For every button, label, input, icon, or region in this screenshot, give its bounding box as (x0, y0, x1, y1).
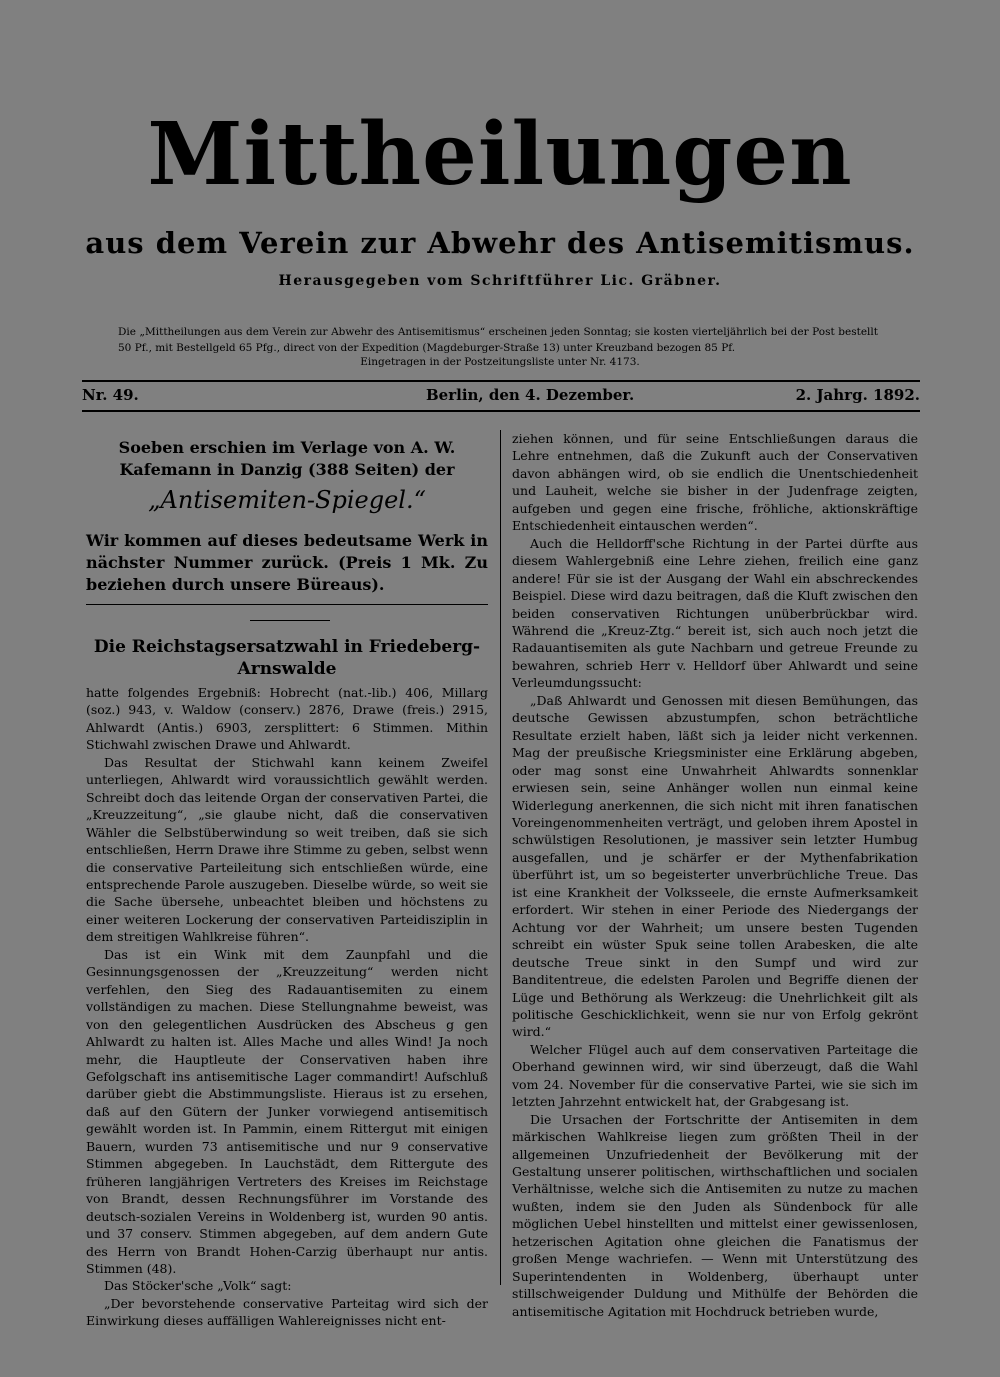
article-paragraph: Welcher Flügel auch auf dem conservativen Parteitage die Oberhand gewinnen wird, wir sind überzeugt, daß die Wahl vom 24. November für die conservative Partei, wie sie sich im letzten Jahrzehnt entwickelt hat, der Grabgesang ist. (512, 1041, 918, 1110)
subscription-notice: Die „Mittheilungen aus dem Verein zur Abwehr des Antisemitismus“ erscheinen jeden Sonntag; sie kosten vierteljährlich bei der Post bestellt 50 Pf., mit Bestellgeld 65 Pfg., direct von der Expedition (Magdeburger-Straße 13) unter Kreuzband bezogen 85 Pf. (118, 326, 878, 354)
article-paragraph: hatte folgendes Ergebniß: Hobrecht (nat.-lib.) 406, Millarg (soz.) 943, v. Waldow (conserv.) 2876, Drawe (freis.) 2915, Ahlwardt (Antis.) 6903, zersplittert: 6 Stimmen. Mithin Stichwahl zwischen Drawe und Ahlwardt. (86, 685, 488, 753)
ad-note: Wir kommen auf dieses bedeutsame Werk in nächster Nummer zurück. (Preis 1 Mk. Zu beziehen durch unsere Büreaus). (86, 531, 488, 594)
article-paragraph: „Daß Ahlwardt und Genossen mit diesen Bemühungen, das deutsche Gewissen abzustumpfen, schon beträchtliche Resultate erzielt haben, läßt sich ja leider nicht verkennen. Mag der preußische Kriegsminister eine Erklärung abgeben, oder mag sonst eine Unwahrheit Ahlwardts sonnenklar erwiesen sein, seine Anhänger wollen nun einmal keine Widerlegung anerkennen, die sich nicht mit ihren fanatischen Voreingenommenheiten verträgt, und geloben ihrem Apostel in schwülstigen Resolutionen, je massiver sein letzter Humbug ausgefallen, und je schärfer er der Mythenfabrikation überführt ist, um so begeisterter unverbrüchliche Treue. Das ist eine Krankheit der Volksseele, die ernste Aufmerksamkeit erfordert. Wir stehen in einer Periode des Niedergangs der Achtung vor der Wahrheit; um unsere besten Tugenden schreibt ein wüster Spuk seine tollen Arabesken, die alte deutsche Treue sinkt in den Sumpf und wird zur Banditentreue, die edelsten Parolen und Begriffe dienen der Lüge und Bethörung als Werkzeug: die Unehrlichkeit gilt als politische Geschicklichkeit, wenn sie nur von Erfolg gekrönt wird.“ (512, 692, 918, 1040)
article-right-column (512, 430, 918, 1320)
ad-rule (86, 604, 488, 605)
ad-book-title: „Antisemiten-Spiegel.“ (148, 486, 426, 514)
volume-year: 2. Jahrg. 1892. (795, 386, 920, 404)
article-paragraph: Die Ursachen der Fortschritte der Antisemiten in dem märkischen Wahlkreise liegen zum größten Theil in der allgemeinen Unzufriedenheit der Bevölkerung mit der Gestaltung unserer politischen, wirthschaftlichen und socialen Verhältnisse, welche sich die Antisemiten zu nutze zu machen wußten, indem sie den Juden als Sündenbock für alle möglichen Uebel hinstellten und mittelst einer gewissenlosen, hetzerischen Agitation ohne gleichen die Fanatismus der großen Menge wachriefen. — Wenn mit Unterstützung des Superintendenten in Woldenberg, überhaupt unter stillschweigender Duldung und Mithülfe der Behörden die antisemitische Agitation mit Hochdruck betrieben wurde, (512, 1111, 918, 1319)
article-paragraph: „Der bevorstehende conservative Parteitag wird sich der Einwirkung dieses auffälligen Wahlereignisses nicht ent- (86, 1295, 488, 1329)
dateline: Berlin, den 4. Dezember. (426, 386, 635, 404)
article-paragraph: ziehen können, und für seine Entschließungen daraus die Lehre entnehmen, daß die Zukunft auch der Conservativen davon abhängen wird, ob sie endlich die Unentschiedenheit und Lauheit, welche sie bisher in der Judenfrage zeigten, aufgeben und gegen eine frische, fröhliche, aktionskräftige Entschiedenheit eintauschen werden“. (512, 431, 918, 534)
article-left-column (86, 684, 488, 1330)
short-rule (250, 620, 330, 621)
issue-number: Nr. 49. (82, 386, 139, 404)
article-paragraph: Auch die Helldorff'sche Richtung in der Partei dürfte aus diesem Wahlergebniß eine Lehre ziehen, freilich eine ganz andere! Für sie ist der Ausgang der Wahl ein abschreckendes Beispiel. Diese wird dazu beitragen, daß die Kluft zwischen den beiden conservativen Richtungen unüberbrückbar wird. Während die „Kreuz-Ztg.“ bereit ist, sich auch noch jetzt die Radauantisemiten als gute Nachbarn und getreue Freunde zu bewahren, schrieb Herr v. Helldorf über Ahlwardt und seine Verleumdungssucht: (512, 535, 918, 691)
masthead-editor: Herausgegeben vom Schriftführer Lic. Gräbner. (278, 273, 722, 289)
ad-announcement: Soeben erschien im Verlage von A. W. Kafemann in Danzig (388 Seiten) der (118, 438, 456, 479)
registry-notice: Eingetragen in der Postzeitungsliste unter Nr. 4173. (360, 356, 640, 368)
article-paragraph: Das Resultat der Stichwahl kann keinem Zweifel unterliegen, Ahlwardt wird voraussichtlich gewählt werden. Schreibt doch das leitende Organ der conservativen Partei, die „Kreuzzeitung“, „sie glaube nicht, daß die conservativen Wähler die Selbstüberwindung so weit treiben, daß sie sich entschließen, Herrn Drawe ihre Stimme zu geben, selbst wenn die conservative Parteileitung sich entschließen würde, eine entsprechende Parole auszugeben. Dieselbe würde, so weit sie die Sache übersehe, unbeachtet bleiben und höchstens zu einer weiteren Lockerung der conservativen Parteidisziplin in dem streitigen Wahlkreise führen“. (86, 754, 488, 945)
article-headline: Die Reichstagsersatzwahl in Friedeberg-Arnswalde (93, 637, 481, 679)
masthead-subtitle: aus dem Verein zur Abwehr des Antisemitismus. (85, 226, 915, 260)
masthead-title: Mittheilungen (147, 104, 853, 205)
article-paragraph: Das Stöcker'sche „Volk“ sagt: (104, 1278, 292, 1294)
infobar-rule (82, 410, 920, 412)
article-paragraph: Das ist ein Wink mit dem Zaunpfahl und die Gesinnungsgenossen der „Kreuzzeitung“ werden nicht verfehlen, den Sieg des Radauantisemiten zu einem vollständigen zu machen. Diese Stellungnahme beweist, was von den gelegentlichen Ausdrücken des Abscheus g gen Ahlwardt zu halten ist. Alles Mache und alles Wind! Ja noch mehr, die Hauptleute der Conservativen haben ihre Gefolgschaft ins antisemitische Lager commandirt! Aufschluß darüber giebt die Abstimmungsliste. Hieraus ist zu ersehen, daß auf den Gütern der Junker vorwiegend antisemitisch gewählt worden ist. In Pammin, einem Rittergut mit einigen Bauern, wurden 73 antisemitische und nur 9 conservative Stimmen abgegeben. In Lauchstädt, dem Rittergute des früheren langjährigen Vertreters des Kreises im Reichstage von Brandt, dessen Rechnungsführer im Vorstande des deutsch-sozialen Vereins in Woldenberg ist, wurden 90 antis. und 37 conserv. Stimmen abgegeben, auf dem andern Gute des Herrn von Brandt Hohen-Carzig überhaupt nur antis. Stimmen (48). (86, 946, 488, 1276)
column-divider (500, 430, 501, 1285)
top-rule (82, 380, 920, 382)
